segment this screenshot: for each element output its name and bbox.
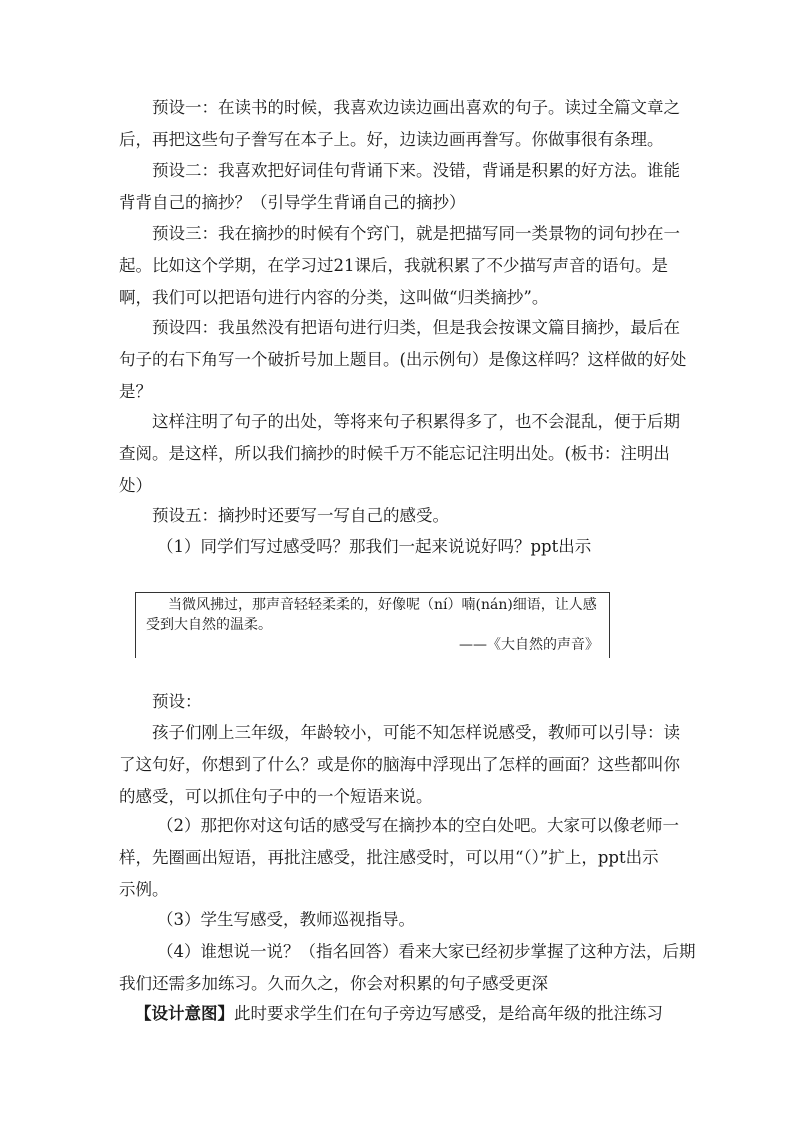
text-line: 后，再把这些句子誊写在本子上。好，边读边画再誊写。你做事很有条理。	[119, 130, 664, 149]
paragraph-step-3	[119, 904, 679, 936]
text-line: 的感受，可以抓住句子中的一个短语来说。	[119, 787, 433, 806]
design-intent-text: 此时要求学生们在句子旁边写感受，是给高年级的批注练习	[234, 1004, 663, 1023]
text-line: （4）谁想说一说？（指名回答）看来大家已经初步掌握了这种方法，后期	[157, 942, 696, 961]
paragraph-design-intent	[119, 998, 679, 1030]
paragraph-preset-label	[119, 686, 679, 718]
text-line: 预设五：摘抄时还要写一写自己的感受。	[152, 506, 449, 525]
text-line: 这样注明了句子的出处，等将来句子积累得多了，也不会混乱，便于后期	[152, 412, 680, 431]
paragraph-step-4	[119, 936, 696, 1000]
text-line: 预设：	[152, 692, 202, 711]
example-quote-box	[135, 592, 610, 658]
text-line: （1）同学们写过感受吗？那我们一起来说说好吗？ppt出示	[157, 537, 592, 556]
paragraph-step-1	[119, 531, 679, 563]
paragraph-guidance	[119, 717, 679, 813]
paragraph-preset-5	[119, 500, 679, 532]
paragraph-step-2	[119, 810, 679, 906]
text-line: 背背自己的摘抄？（引导学生背诵自己的摘抄）	[119, 193, 466, 212]
paragraph-preset-2	[119, 155, 679, 219]
paragraph-preset-3	[119, 218, 679, 314]
text-line: 预设四：我虽然没有把语句进行归类，但是我会按课文篇目摘抄，最后在	[152, 318, 680, 337]
paragraph-explanation	[119, 406, 679, 502]
text-line: 起。比如这个学期，在学习过21课后，我就积累了不少描写声音的语句。是	[119, 256, 668, 275]
text-line: 啊，我们可以把语句进行内容的分类，这叫做“归类摘抄”。	[119, 288, 549, 307]
paragraph-preset-1	[119, 92, 679, 156]
quote-text: 当微风拂过，那声音轻轻柔柔的，好像呢（ní）喃(nán)细语，让人感受到大自然的温柔。	[146, 597, 597, 633]
text-line: 句子的右下角写一个破折号加上题目。(出示例句）是像这样吗？这样做的好处	[119, 350, 687, 369]
quote-source: ——《大自然的声音》	[459, 637, 599, 653]
paragraph-preset-4	[119, 312, 687, 408]
text-line: 样，先圈画出短语，再批注感受，批注感受时，可以用“（）”扩上，ppt出示	[119, 848, 659, 867]
text-line	[119, 998, 679, 1030]
text-line: （3）学生写感受，教师巡视指导。	[157, 910, 415, 929]
text-line: 示例。	[119, 880, 169, 899]
text-line: 处）	[119, 476, 152, 495]
text-line: 是？	[119, 382, 152, 401]
text-line: 预设一：在读书的时候，我喜欢边读边画出喜欢的句子。读过全篇文章之	[152, 98, 680, 117]
text-line: 预设二：我喜欢把好词佳句背诵下来。没错，背诵是积累的好方法。谁能	[152, 161, 680, 180]
text-line: （2）那把你对这句话的感受写在摘抄本的空白处吧。大家可以像老师一	[157, 816, 679, 835]
text-line: 查阅。是这样，所以我们摘抄的时候千万不能忘记注明出处。(板书：注明出	[119, 444, 670, 463]
design-intent-label: 【设计意图】	[135, 1004, 234, 1023]
text-line: 了这句好，你想到了什么？或是你的脑海中浮现出了怎样的画面？这些都叫你	[119, 755, 680, 774]
text-line: 预设三：我在摘抄的时候有个窍门，就是把描写同一类景物的词句抄在一	[152, 224, 680, 243]
cropped-text-strip	[150, 657, 610, 662]
text-line: 孩子们刚上三年级，年龄较小，可能不知怎样说感受，教师可以引导：读	[152, 723, 680, 742]
text-line: 我们还需多加练习。久而久之，你会对积累的句子感受更深	[119, 974, 548, 993]
